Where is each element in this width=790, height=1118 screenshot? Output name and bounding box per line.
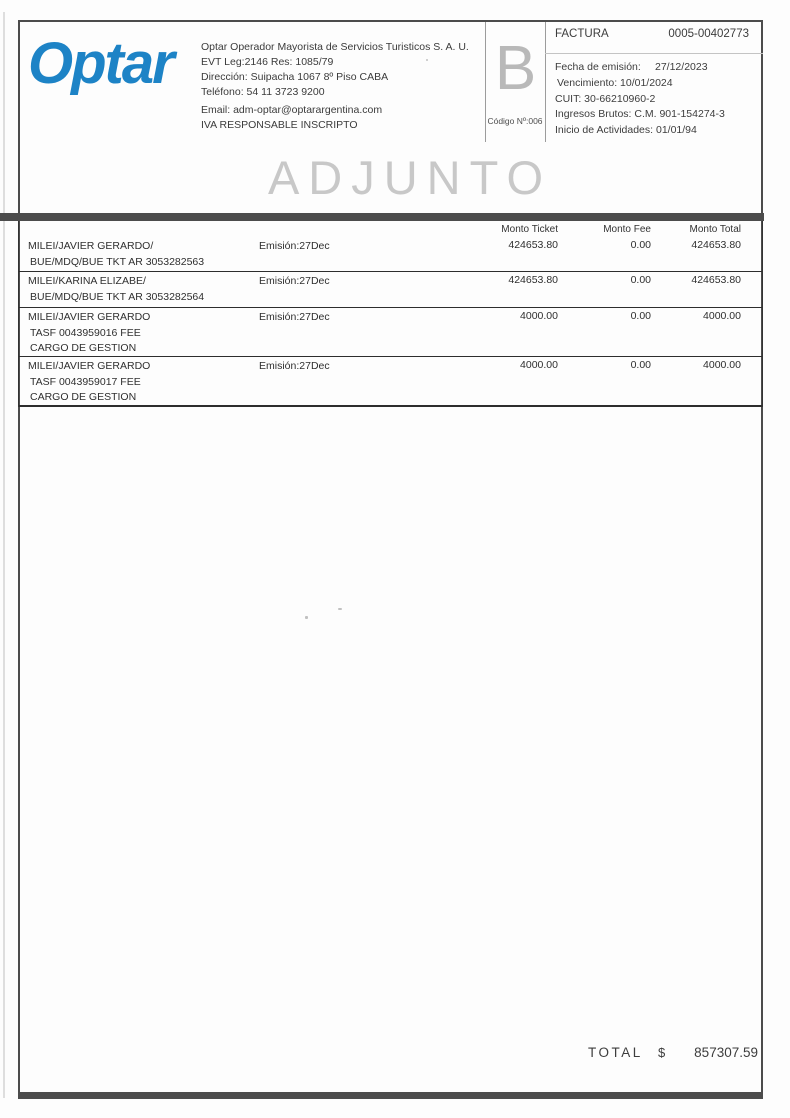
emission-info: Emisión:27Dec	[259, 240, 330, 252]
table-row	[19, 357, 762, 407]
company-phone: Teléfono: 54 11 3723 9200	[201, 86, 325, 98]
tasf-fee-code: TASF 0043959016 FEE	[30, 327, 141, 339]
doc-number: 0005-00402773	[668, 28, 749, 40]
inicio-actividades: Inicio de Actividades: 01/01/94	[555, 124, 697, 136]
monto-ticket-value: 4000.00	[520, 359, 558, 371]
emission-date-value: 27/12/2023	[655, 61, 708, 73]
ingresos-brutos: Ingresos Brutos: C.M. 901-154274-3	[555, 108, 725, 120]
total-label: TOTAL	[588, 1045, 643, 1060]
passenger-name: MILEI/KARINA ELIZABE/	[28, 275, 146, 287]
cuit: CUIT: 30-66210960-2	[555, 93, 656, 105]
scan-edge-artifact	[3, 12, 5, 1098]
monto-total-value: 4000.00	[703, 310, 741, 322]
optar-logo: Optar	[28, 31, 173, 96]
company-email: Email: adm-optar@optarargentina.com	[201, 104, 383, 116]
column-header-monto-total: Monto Total	[689, 224, 741, 235]
monto-fee-value: 0.00	[630, 239, 651, 251]
ticket-route: BUE/MDQ/BUE TKT AR 3053282563	[30, 256, 205, 268]
column-header-monto-ticket: Monto Ticket	[501, 224, 558, 235]
invoice-title-row	[555, 28, 749, 40]
emission-info: Emisión:27Dec	[259, 311, 330, 323]
company-address: Dirección: Suipacha 1067 8º Piso CABA	[201, 71, 389, 83]
table-row	[19, 308, 762, 357]
company-name: Optar Operador Mayorista de Servicios Turisticos S. A. U.	[201, 41, 469, 53]
monto-total-value: 424653.80	[691, 239, 741, 251]
codigo-label: Código Nº:006	[487, 116, 543, 126]
scan-speck	[426, 59, 428, 61]
fee-description: CARGO DE GESTION	[30, 342, 137, 354]
passenger-name: MILEI/JAVIER GERARDO	[28, 360, 151, 372]
passenger-name: MILEI/JAVIER GERARDO/	[28, 240, 154, 252]
monto-total-value: 4000.00	[703, 359, 741, 371]
tasf-fee-code: TASF 0043959017 FEE	[30, 376, 141, 388]
invoice-type-letter: B	[494, 34, 537, 103]
column-header-monto-fee: Monto Fee	[603, 224, 651, 235]
fee-description: CARGO DE GESTION	[30, 391, 137, 403]
monto-ticket-value: 424653.80	[508, 239, 558, 251]
due-date: Vencimiento: 10/01/2024	[557, 77, 673, 89]
monto-ticket-value: 424653.80	[508, 274, 558, 286]
ticket-route: BUE/MDQ/BUE TKT AR 3053282564	[30, 291, 205, 303]
company-evt-leg: EVT Leg:2146 Res: 1085/79	[201, 56, 334, 68]
items-table	[18, 221, 763, 407]
emission-info: Emisión:27Dec	[259, 360, 330, 372]
emission-date-label: Fecha de emisión:	[555, 61, 641, 73]
currency-symbol: $	[658, 1045, 666, 1060]
section-separator-bar	[0, 213, 764, 221]
monto-fee-value: 0.00	[630, 274, 651, 286]
adjunto-title: ADJUNTO	[267, 151, 553, 204]
doc-type-label: FACTURA	[555, 28, 609, 40]
emission-info: Emisión:27Dec	[259, 275, 330, 287]
company-iva-status: IVA RESPONSABLE INSCRIPTO	[201, 119, 358, 131]
monto-fee-value: 0.00	[630, 310, 651, 322]
company-info-block	[201, 40, 469, 133]
table-header-row	[19, 221, 762, 237]
scan-speck	[338, 608, 342, 610]
passenger-name: MILEI/JAVIER GERARDO	[28, 311, 151, 323]
table-row	[19, 237, 762, 272]
monto-total-value: 424653.80	[691, 274, 741, 286]
table-row	[19, 272, 762, 308]
total-value: 857307.59	[694, 1045, 758, 1060]
invoice-details-panel	[545, 20, 763, 143]
invoice-title-divider	[545, 53, 763, 54]
scan-speck	[305, 616, 308, 619]
monto-fee-value: 0.00	[630, 359, 651, 371]
monto-ticket-value: 4000.00	[520, 310, 558, 322]
